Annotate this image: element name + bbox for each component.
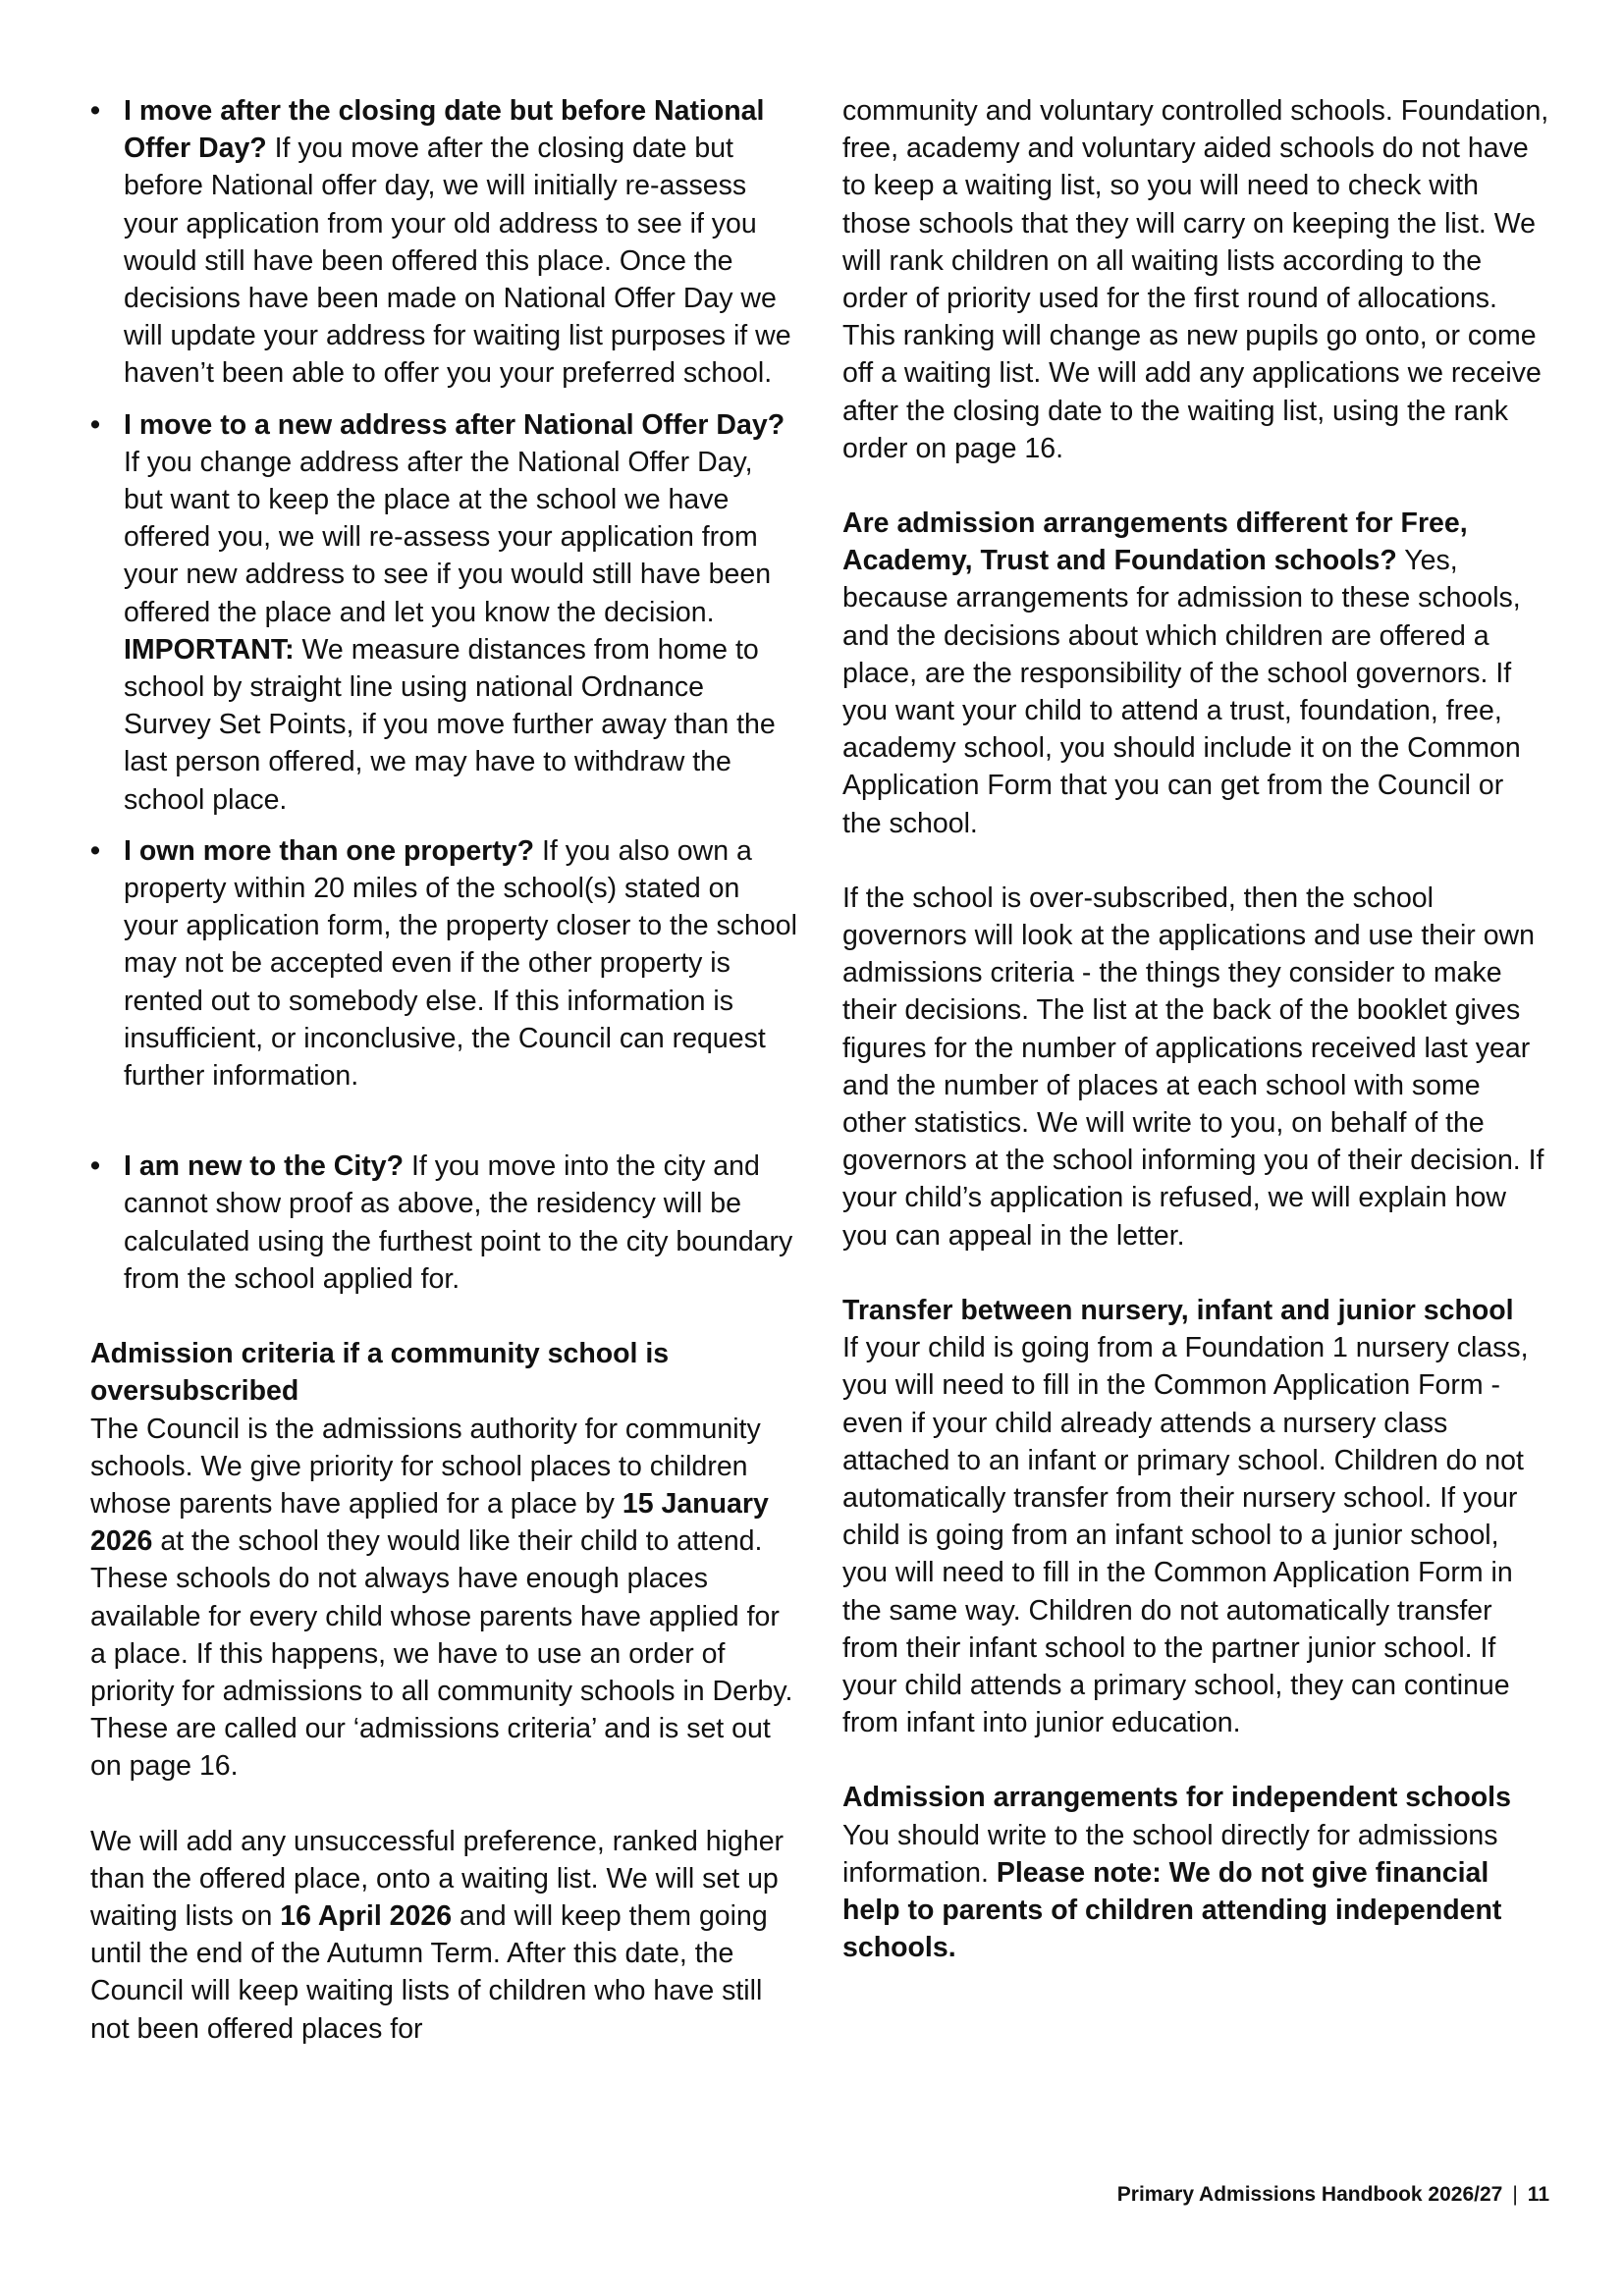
bullet-answer: If you move after the closing date but before National offer day, we will initially re-assess your application from your old address to see if you would still have been offered this place. Once the decisions have been made on National Offer Day we will update your address for waiting list purposes if we haven’t been able to offer you your preferred school. [124, 133, 791, 390]
closing-date: 15 January 2026 [90, 1487, 769, 1558]
important-label: IMPORTANT: [124, 633, 295, 666]
waiting-list-date: 16 April 2026 [280, 1899, 453, 1932]
bullet-move-before-offer-day [90, 92, 797, 393]
bullet-answer: If you change address after the National Offer Day, but want to keep the place at the school we have offered you, we will re-assess your application from your new address to see if you would still have been offered the place and let you know the decision. [124, 446, 772, 628]
bullet-marker: • [90, 1150, 100, 1183]
waiting-text-a: We will add any unsuccessful preference, ranked higher than the offered place, onto a waiting list. We will set up waiting lists on [90, 1825, 785, 1932]
page-number: 11 [1527, 2183, 1549, 2206]
transfer-paragraph: If your child is going from a Foundation 1 nursery class, you will need to fill in the Common Application Form - even if your child already attends a nursery class attached to an infant or primary school. Children do not automatically transfer from their nursery school. If your child is going from an infant school to a junior school, you will need to fill in the Common Application Form in the same way. Children do not automatically transfer from their infant school to the partner junior school. If your child attends a primary school, they can continue from infant into junior education. [842, 1332, 1529, 1739]
bullet-marker: • [90, 408, 100, 441]
bullet-own-more-property [90, 832, 797, 1095]
waiting-list-continued: community and voluntary controlled schools. Foundation, free, academy and voluntary aided schools do not have to keep a waiting list, so you will need to check with those schools that they will carry on keeping the list. We will rank children on all waiting lists according to the order of priority used for the first round of allocations. This ranking will change as new pupils go onto, or come off a waiting list. We will add any applications we receive after the closing date to the waiting list, using the rank order on page 16. [842, 95, 1549, 464]
admission-criteria-paragraph [90, 1411, 797, 1786]
footer-title: Primary Admissions Handbook 2026/27 [1116, 2183, 1503, 2206]
bullet-question: I move to a new address after National Offer Day? [124, 408, 785, 441]
oversubscribed-paragraph: If the school is over-subscribed, then the school governors will look at the applications and use their own admissions criteria - the things they consider to make their decisions. The list at the back of the booklet gives figures for the number of applications received last year and the number of places at each school with some other statistics. We will write to you, on behalf of the governors at the school informing you of their decision. If your child’s application is refused, we will explain how you can appeal in the letter. [842, 881, 1544, 1252]
criteria-text-b: at the school they would like their child to attend. These schools do not always have enough places available for every child whose parents have applied for a place. If this happens, we have to use an order of priority for admissions to all community schools in Derby. These are called our ‘admissions criteria’ and is set out on page 16. [90, 1525, 793, 1783]
left-column [90, 92, 797, 2048]
bullet-answer: If you also own a property within 20 miles of the school(s) stated on your application form, the property closer to the school may not be accepted even if the other property is rented out to somebody else. If this information is insufficient, or inconclusive, the Council can request further information. [124, 834, 797, 1093]
bullet-marker: • [90, 95, 100, 127]
bullet-question: I own more than one property? [124, 834, 535, 867]
different-arrangements-answer: Yes, because arrangements for admission to these schools, and the decisions about which children are offered a place, are the responsibility of the school governors. If you want your child to attend a trust, foundation, free, academy school, you should include it on the Common Application Form that you can get from the Council or the school. [842, 545, 1521, 839]
admission-criteria-heading: Admission criteria if a community school is oversubscribed [90, 1338, 670, 1408]
bullet-question: I move after the closing date but before National Offer Day? [124, 95, 765, 165]
independent-note: Please note: We do not give financial help to parents of children attending independent schools. [842, 1856, 1502, 1964]
bullet-new-to-city [90, 1148, 797, 1298]
different-arrangements-paragraph [842, 505, 1549, 842]
page-footer [1117, 2183, 1549, 2207]
right-column [842, 92, 1549, 1966]
bullet-answer: If you move into the city and cannot show proof as above, the residency will be calculated using the furthest point to the city boundary from the school applied for. [124, 1150, 793, 1295]
independent-text: You should write to the school directly for admissions information. [842, 1819, 1498, 1889]
independent-heading: Admission arrangements for independent schools [842, 1782, 1511, 1814]
waiting-text-b: and will keep them going until the end of the Autumn Term. After this date, the Council will keep waiting lists of children who have still not been offered places for [90, 1899, 768, 2045]
important-text: We measure distances from home to school by straight line using national Ordnance Survey Set Points, if you move further away than the last person offered, we may have to withdraw the school place. [124, 633, 776, 816]
bullet-move-after-offer-day [90, 406, 797, 819]
bullet-marker: • [90, 834, 100, 867]
waiting-list-paragraph [90, 1823, 797, 2048]
criteria-text-a: The Council is the admissions authority for community schools. We give priority for school places to children whose parents have applied for a place by [90, 1413, 761, 1520]
bullet-question: I am new to the City? [124, 1150, 405, 1183]
different-arrangements-question: Are admission arrangements different for Free, Academy, Trust and Foundation schools? [842, 507, 1468, 577]
transfer-heading: Transfer between nursery, infant and junior school [842, 1294, 1514, 1326]
footer-separator: | [1512, 2183, 1518, 2206]
independent-paragraph [842, 1817, 1549, 1967]
